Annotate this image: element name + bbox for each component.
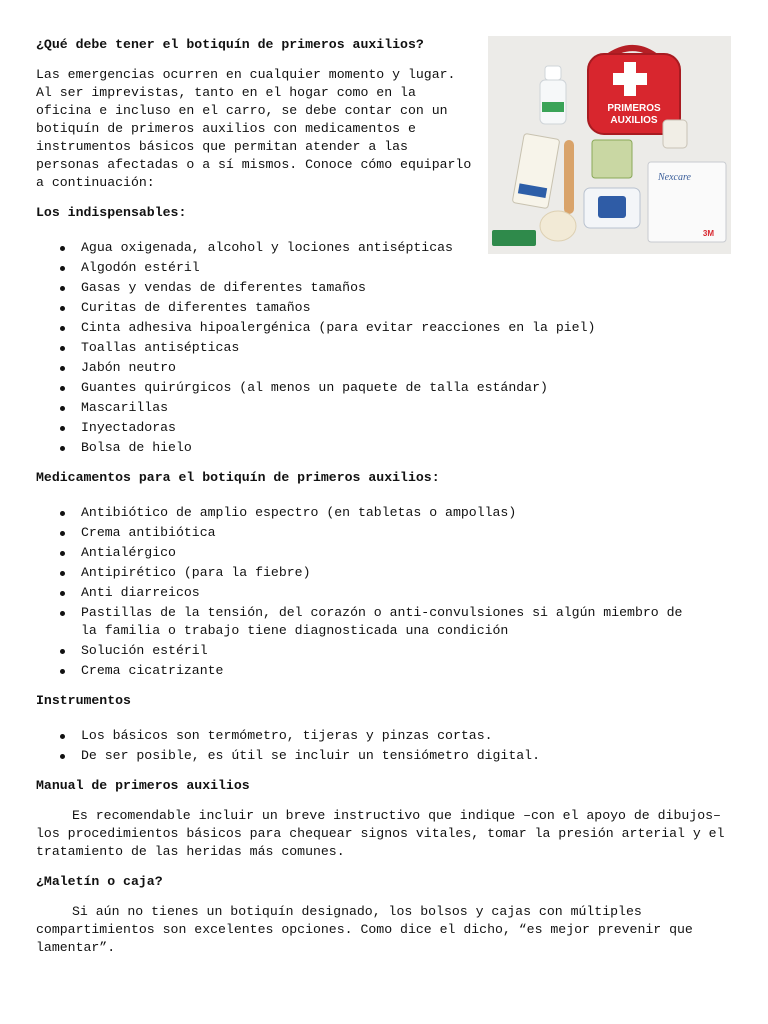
list-item: [36, 359, 456, 377]
list-item: [36, 727, 696, 745]
list-item-text: De ser posible, es útil se incluir un tensiómetro digital.: [81, 748, 540, 763]
list-item: [36, 584, 696, 602]
list-item-text: Algodón estéril: [81, 260, 200, 275]
list-item-text: Jabón neutro: [81, 360, 176, 375]
list-item: [36, 259, 456, 277]
intro-text: Las emergencias ocurren en cualquier momento y lugar. Al ser imprevistas, tanto en el hogar como en la oficina e incluso en el carro, se debe contar con un botiquín de primeros auxilios con medicamentos e instrumentos básicos que permitan atender a las personas afectadas o a sí mismos. Conoce cómo equiparlo a continuación:: [36, 67, 480, 190]
list-item-text: Agua oxigenada, alcohol y lociones antisépticas: [81, 240, 453, 255]
list-item-text: Inyectadoras: [81, 420, 176, 435]
document-page: [36, 36, 736, 957]
medicamentos-list: [36, 504, 696, 680]
list-item-text: Antialérgico: [81, 545, 176, 560]
list-item-text: Pastillas de la tensión, del corazón o anti-convulsiones si algún miembro de la familia o trabajo tiene diagnosticada una condición: [81, 605, 691, 638]
list-item-text: Antibiótico de amplio espectro (en tabletas o ampollas): [81, 505, 517, 520]
bag-label-1: PRIMEROS: [607, 103, 661, 114]
indispensables-heading: Los indispensables:: [36, 205, 187, 220]
list-item: [36, 564, 696, 582]
list-item: [36, 524, 696, 542]
list-item-text: Gasas y vendas de diferentes tamaños: [81, 280, 366, 295]
list-item-text: Guantes quirúrgicos (al menos un paquete de talla estándar): [81, 380, 548, 395]
list-item: [36, 747, 696, 765]
indispensables-list: [36, 239, 596, 457]
list-item: [36, 239, 456, 257]
list-item: [36, 604, 696, 640]
manual-text: Es recomendable incluir un breve instructivo que indique –con el apoyo de dibujos– los procedimientos básicos para chequear signos vitales, tomar la presión arterial y el tratamiento de las heridas más comunes.: [36, 808, 733, 859]
list-item-text: Solución estéril: [81, 643, 208, 658]
list-item-text: Los básicos son termómetro, tijeras y pinzas cortas.: [81, 728, 493, 743]
list-item: [36, 319, 741, 337]
list-item-text: Anti diarreicos: [81, 585, 200, 600]
list-item-text: Cinta adhesiva hipoalergénica (para evitar reacciones en la piel): [81, 320, 596, 335]
list-item: [36, 279, 456, 297]
list-item: [36, 419, 456, 437]
list-item: [36, 662, 696, 680]
manual-heading: Manual de primeros auxilios: [36, 778, 250, 793]
instrumentos-heading: Instrumentos: [36, 693, 131, 708]
maletin-heading: ¿Maletín o caja?: [36, 874, 163, 889]
list-item: [36, 399, 456, 417]
list-item-text: Crema antibiótica: [81, 525, 216, 540]
bag-label-2: AUXILIOS: [610, 115, 658, 126]
list-item-text: Toallas antisépticas: [81, 340, 240, 355]
instrumentos-list: [36, 727, 696, 765]
list-item: [36, 504, 696, 522]
list-item-text: Crema cicatrizante: [81, 663, 224, 678]
brand-3m: 3M: [702, 229, 714, 238]
list-item-text: Curitas de diferentes tamaños: [81, 300, 311, 315]
maletin-text: Si aún no tienes un botiquín designado, los bolsos y cajas con múltiples compartimientos son excelentes opciones. Como dice el dicho, “es mejor prevenir que lamentar”.: [36, 904, 701, 955]
list-item-text: Bolsa de hielo: [81, 440, 192, 455]
list-item-text: Antipirético (para la fiebre): [81, 565, 311, 580]
list-item: [36, 379, 741, 397]
list-item: [36, 642, 696, 660]
list-item: [36, 339, 456, 357]
intro-title: ¿Qué debe tener el botiquín de primeros auxilios?: [36, 37, 424, 52]
list-item: [36, 439, 456, 457]
medicamentos-heading: Medicamentos para el botiquín de primeros auxilios:: [36, 470, 440, 485]
nexcare-label: Nexcare: [658, 172, 691, 183]
list-item-text: Mascarillas: [81, 400, 169, 415]
list-item: [36, 299, 456, 317]
list-item: [36, 544, 696, 562]
